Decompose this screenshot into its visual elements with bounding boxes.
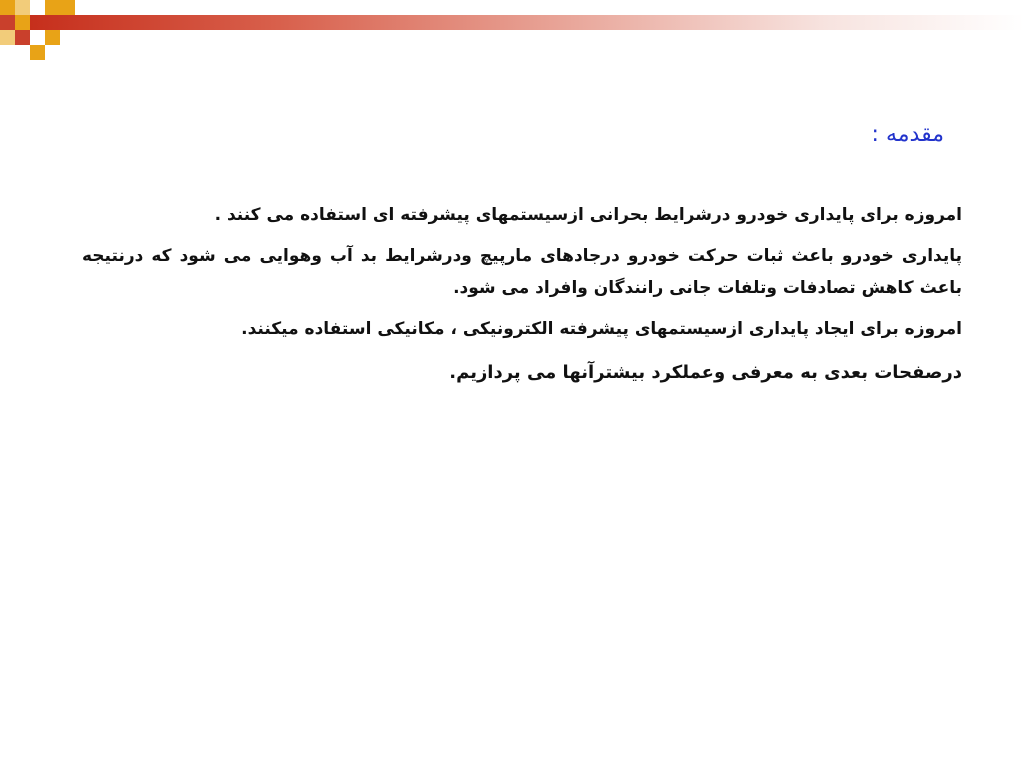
paragraph-3: امروزه برای ایجاد پایداری ازسیستمهای پیشرفته الکترونیکی ، مکانیکی استفاده میکنند. [241, 319, 962, 340]
paragraph-1: امروزه برای پایداری خودرو درشرایط بحرانی ازسیستمهای پیشرفته ای استفاده می کنند . [214, 205, 962, 225]
header-gradient-bar [30, 15, 1024, 30]
decor-square [0, 0, 15, 15]
decor-square [0, 15, 15, 30]
decor-square [60, 0, 75, 15]
decor-square [30, 45, 45, 60]
slide-body [82, 200, 962, 399]
slide-title: مقدمه : [871, 122, 944, 147]
paragraph-4: درصفحات بعدی به معرفی وعملکرد بیشترآنها می پردازیم. [449, 361, 962, 383]
decor-square [15, 0, 30, 15]
decor-square [15, 30, 30, 45]
paragraph-2: پایداری خودرو باعث ثبات حرکت خودرو درجادهای مارپیچ ودرشرایط بد آب وهوایی می شود که درنتیجه باعث کاهش تصادفات وتلفات جانی رانندگان وافراد می شود. [82, 246, 962, 298]
decor-square [15, 15, 30, 30]
decor-square [45, 30, 60, 45]
decor-square [45, 0, 60, 15]
decor-square [0, 30, 15, 45]
header-decoration [0, 0, 1024, 64]
